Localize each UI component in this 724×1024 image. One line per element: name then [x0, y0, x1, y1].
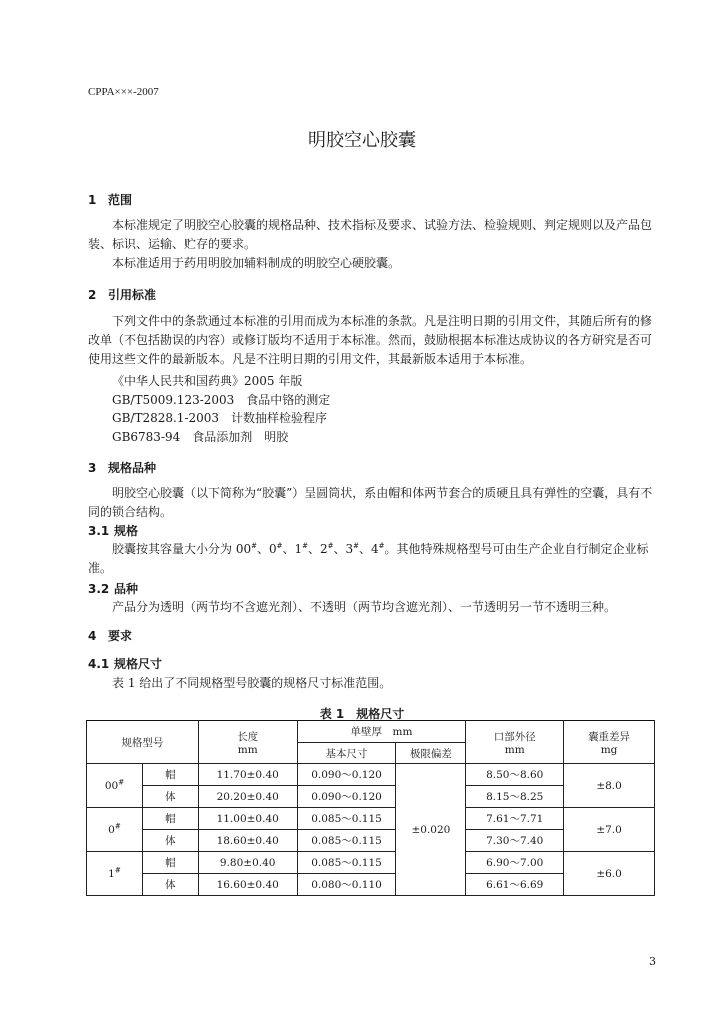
header-weight [564, 721, 655, 764]
header-length [198, 721, 297, 764]
diameter-cell: 7.30～7.40 [466, 830, 564, 852]
section-title: 范围 [108, 193, 133, 207]
section-number: 3.2 [88, 582, 110, 596]
section-number: 3 [88, 461, 97, 475]
section-number: 1 [88, 193, 97, 207]
length-cell: 11.00±0.40 [198, 808, 297, 830]
page-number: 3 [649, 955, 656, 968]
size-mark: # [114, 866, 121, 874]
table-row [87, 764, 655, 786]
diameter-cell: 6.61～6.69 [466, 874, 564, 896]
document-header: CPPA×××-2007 [88, 86, 159, 98]
header-unit: mm [504, 743, 525, 756]
reference-item: GB6783-94 食品添加剂 明胶 [112, 430, 289, 444]
size-mark: # [118, 778, 125, 786]
model-value: 0 [108, 823, 115, 836]
size-mark: # [276, 542, 283, 550]
section-number: 4.1 [88, 657, 110, 671]
model-cell [87, 808, 143, 852]
section-title: 要求 [108, 629, 133, 643]
part-cell: 体 [142, 830, 198, 852]
header-diameter [466, 721, 564, 764]
size-mark: # [378, 542, 385, 550]
model-value: 00 [104, 779, 119, 792]
diameter-cell: 8.50～8.60 [466, 764, 564, 786]
section-title: 规格尺寸 [114, 657, 163, 671]
length-cell: 9.80±0.40 [198, 852, 297, 874]
section-number: 3.1 [88, 524, 110, 538]
model-cell [87, 852, 143, 896]
header-unit: mm [237, 743, 258, 756]
wall-tolerance-cell: ±0.020 [396, 764, 466, 896]
size-mark: # [114, 822, 121, 830]
size-mark: # [327, 542, 334, 550]
text-run: 、4 [359, 542, 379, 556]
text-run: 胶囊按其容量大小分为 00 [112, 542, 252, 556]
part-cell: 体 [142, 874, 198, 896]
reference-item: GB/T2828.1-2003 计数抽样检验程序 [112, 411, 328, 425]
section-title: 品种 [114, 582, 139, 596]
section-number: 4 [88, 629, 97, 643]
part-cell: 帽 [142, 808, 198, 830]
reference-item: GB/T5009.123-2003 食品中铬的测定 [112, 393, 331, 407]
text-run: 。其他特殊规格型号可由生产企业自行制定企业标准。 [88, 542, 649, 575]
section-3-2-paragraph: 产品分为透明（两节均不含遮光剂）、不透明（两节均含遮光剂）、一节透明另一节不透明三种。 [112, 600, 617, 614]
section-4-heading [88, 627, 132, 644]
diameter-cell: 7.61～7.71 [466, 808, 564, 830]
section-3-1-paragraph [88, 540, 658, 578]
text-run: 、1 [282, 542, 303, 556]
section-4-1-paragraph: 表 1 给出了不同规格型号胶囊的规格尺寸标准范围。 [112, 676, 392, 690]
size-mark: # [353, 542, 360, 550]
header-model: 规格型号 [87, 721, 199, 764]
header-unit: mg [600, 743, 618, 756]
model-value: 1 [108, 867, 115, 880]
size-mark: # [302, 542, 308, 550]
diameter-cell: 8.15～8.25 [466, 786, 564, 808]
text-run: 、2 [308, 542, 328, 556]
header-label: 囊重差异 [588, 730, 631, 743]
length-cell: 16.60±0.40 [198, 874, 297, 896]
part-cell: 帽 [142, 764, 198, 786]
wall-cell: 0.085～0.115 [297, 808, 396, 830]
part-cell: 体 [142, 786, 198, 808]
wall-cell: 0.080～0.110 [297, 874, 396, 896]
section-3-heading [88, 459, 156, 476]
document-title: 明胶空心胶囊 [308, 130, 416, 151]
table-caption: 表 1 规格尺寸 [319, 707, 405, 721]
section-4-1-heading [88, 655, 162, 672]
length-cell: 20.20±0.40 [198, 786, 297, 808]
section-1-paragraph-2: 本标准适用于药用明胶加辅料制成的明胶空心硬胶囊。 [112, 256, 401, 270]
text-run: 、0 [256, 542, 277, 556]
section-2-heading [88, 286, 156, 303]
diameter-cell: 6.90～7.00 [466, 852, 564, 874]
spec-table [86, 720, 655, 896]
weight-cell: ±6.0 [564, 852, 655, 896]
section-3-paragraph-1: 明胶空心胶囊（以下简称为“胶囊”）呈圆筒状，系由帽和体两节套合的质硬且具有弹性的空囊，具有不同的锁合结构。 [88, 486, 653, 519]
table-header-row [87, 721, 655, 743]
weight-cell: ±7.0 [564, 808, 655, 852]
section-3-1-heading [88, 522, 138, 539]
part-cell: 帽 [142, 852, 198, 874]
wall-cell: 0.090～0.120 [297, 786, 396, 808]
wall-cell: 0.085～0.115 [297, 852, 396, 874]
reference-item: 《中华人民共和国药典》2005 年版 [112, 374, 303, 388]
text-run: 、3 [333, 542, 354, 556]
section-2-paragraph-1: 下列文件中的条款通过本标准的引用而成为本标准的条款。凡是注明日期的引用文件，其随后所有的修改单（不包括勘误的内容）或修订版均不适用于本标准。然而，鼓励根据本标准达成协议的各方研究是否可使用这些文件的最新版本。凡是不注明日期的引用文件，其最新版本适用于本标准。 [88, 314, 653, 366]
header-wall: 单壁厚 mm [297, 721, 466, 743]
weight-cell: ±8.0 [564, 764, 655, 808]
table-row [87, 852, 655, 874]
length-cell: 18.60±0.40 [198, 830, 297, 852]
table-row [87, 808, 655, 830]
header-wall-basic: 基本尺寸 [297, 743, 396, 764]
length-cell: 11.70±0.40 [198, 764, 297, 786]
header-label: 长度 [237, 730, 259, 743]
model-cell [87, 764, 143, 808]
section-1-heading [88, 191, 132, 208]
wall-cell: 0.090～0.120 [297, 764, 396, 786]
section-number: 2 [88, 288, 97, 302]
size-mark: # [251, 542, 257, 550]
wall-cell: 0.085～0.115 [297, 830, 396, 852]
section-title: 规格品种 [108, 461, 157, 475]
header-label: 口部外径 [493, 730, 536, 743]
section-3-2-heading [88, 580, 138, 597]
section-title: 规格 [114, 524, 139, 538]
section-1-paragraph-1: 本标准规定了明胶空心胶囊的规格品种、技术指标及要求、试验方法、检验规则、判定规则以及产品包装、标识、运输、贮存的要求。 [88, 218, 653, 251]
section-title: 引用标准 [108, 288, 157, 302]
header-wall-tolerance: 极限偏差 [396, 743, 466, 764]
